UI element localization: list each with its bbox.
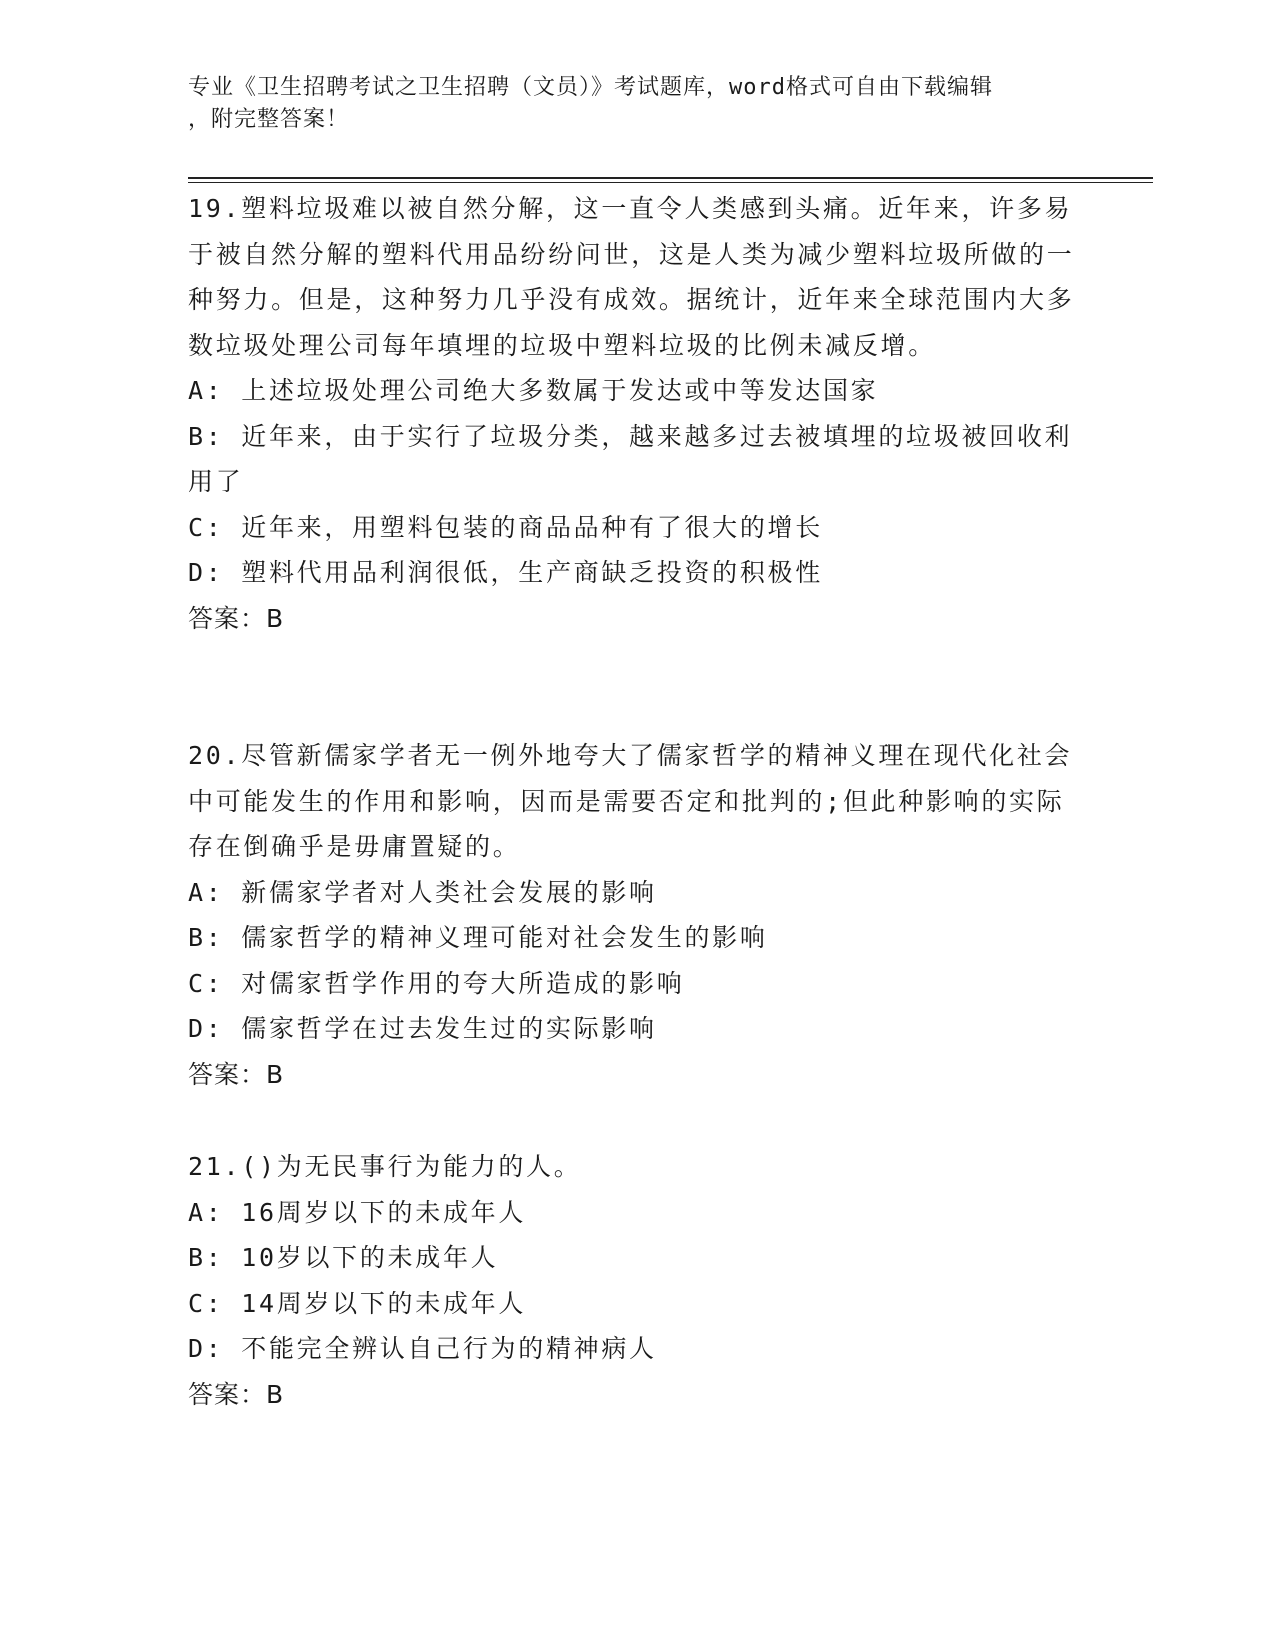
answer: 答案：B [188,1379,285,1409]
option-a: A: 上述垃圾处理公司绝大多数属于发达或中等发达国家 [188,376,879,405]
option-b: B: 近年来，由于实行了垃圾分类，越来越多过去被填埋的垃圾被回收利用了 [188,421,1073,496]
option-a: A: 16周岁以下的未成年人 [188,1197,527,1227]
question-stem: 19.塑料垃圾难以被自然分解，这一直令人类感到头痛。近年来，许多易于被自然分解的塑料代用品纷纷问世，这是人类为减少塑料垃圾所做的一种努力。但是，这种努力几乎没有成效。据统计，近年来全球范围内大多数垃圾处理公司每年填埋的垃圾中塑料垃圾的比例未减反增。 [188,194,1075,360]
option-c: C: 近年来，用塑料包装的商品品种有了很大的增长 [188,512,823,542]
option-c: C: 对儒家哲学作用的夸大所造成的影响 [188,968,685,998]
option-d: D: 塑料代用品利润很低，生产商缺乏投资的积极性 [188,558,823,587]
option-b: B: 儒家哲学的精神义理可能对社会发生的影响 [188,923,768,952]
header-line-2: ，附完整答案！ [188,107,350,132]
question-stem: 20.尽管新儒家学者无一例外地夸大了儒家哲学的精神义理在现代化社会中可能发生的作用和影响，因而是需要否定和批判的;但此种影响的实际存在倒确乎是毋庸置疑的。 [188,741,1073,861]
header-divider-thin [188,182,1153,183]
answer: 答案：B [188,1059,285,1089]
option-a: A: 新儒家学者对人类社会发展的影响 [188,877,657,907]
option-c: C: 14周岁以下的未成年人 [188,1288,527,1318]
option-b: B: 10岁以下的未成年人 [188,1243,499,1272]
question-21 [188,1144,1078,1417]
option-d: D: 不能完全辨认自己行为的精神病人 [188,1334,657,1363]
option-d: D: 儒家哲学在过去发生过的实际影响 [188,1014,657,1043]
header-line-1: 专业《卫生招聘考试之卫生招聘（文员）》考试题库，word格式可自由下载编辑 [188,75,993,100]
answer: 答案：B [188,603,285,633]
question-20 [188,733,1078,1097]
header-divider-thick [188,177,1153,179]
question-19 [188,186,1078,641]
question-stem: 21.()为无民事行为能力的人。 [188,1152,582,1181]
document-header [188,72,1068,136]
